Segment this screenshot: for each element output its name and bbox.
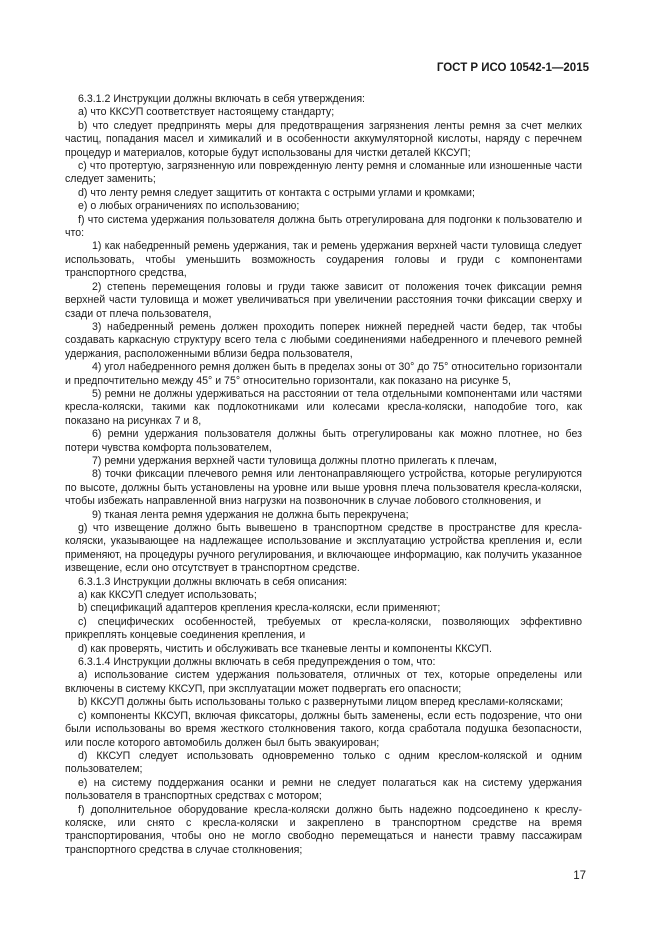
page-number: 17 bbox=[573, 870, 586, 882]
paragraph: c) специфических особенностей, требуемых от кресла-коляски, позволяющих эффективно прикреплять концевые соединения крепления, и bbox=[65, 615, 582, 642]
paragraph: c) компоненты ККСУП, включая фиксаторы, должны быть заменены, если есть подозрение, что они были использованы во время жесткого столкновения такого, когда сработала подушка безопасности, или после которого автомобиль должен был быть эвакуирован; bbox=[65, 709, 582, 749]
paragraph: 4) угол набедренного ремня должен быть в пределах зоны от 30° до 75° относительно горизонтали и предпочтительно между 45° и 75° относительно горизонтали, как показано на рисунке 5, bbox=[65, 361, 582, 387]
paragraph: b) ККСУП должны быть использованы только с развернутыми лицом вперед креслами-колясками; bbox=[78, 696, 564, 709]
paragraph: 6) ремни удержания пользователя должны быть отрегулированы как можно плотнее, но без потери чувства комфорта пользователем, bbox=[65, 428, 582, 454]
document-body bbox=[65, 93, 582, 857]
paragraph: g) что извещение должно быть вывешено в транспортном средстве в пространстве для кресла-коляски, указывающее на надлежащее использование и эксплуатацию устройства крепления и, если применяют, на процедуры ручного регулирования, и включающее информацию, как получить указанное извещение, если оно отсутствует в транспортном средстве. bbox=[65, 522, 582, 575]
paragraph: b) что следует предпринять меры для предотвращения загрязнения ленты ремня за счет мелких частиц, попадания масел и химикалий и в особенности аккумуляторной кислоты, наряду с перечнем процедур и материалов, которые будут использованы для чистки деталей ККСУП; bbox=[65, 119, 582, 159]
paragraph: d) ККСУП следует использовать одновременно только с одним креслом-коляской и одним пользователем; bbox=[65, 749, 582, 776]
paragraph: 3) набедренный ремень должен проходить поперек нижней передней части бедер, так чтобы создавать каркасную структуру всего тела с любыми соединениями набедренного и плечевого ремней удержания, расположенными вблизи бедра пользователя, bbox=[65, 320, 582, 360]
paragraph: 6.3.1.4 Инструкции должны включать в себя предупреждения о том, что: bbox=[78, 656, 436, 669]
paragraph: a) как ККСУП следует использовать; bbox=[78, 589, 257, 602]
paragraph: a) что ККСУП соответствует настоящему стандарту; bbox=[78, 106, 335, 119]
paragraph: c) что протертую, загрязненную или поврежденную ленту ремня и сломанные или изношенные части следует заменить; bbox=[65, 160, 582, 186]
paragraph: e) о любых ограничениях по использованию; bbox=[78, 200, 300, 213]
paragraph: f) дополнительное оборудование кресла-коляски должно быть надежно подсоединено к креслу-коляске, или снято с кресла-коляски и закреплено в транспортном средстве на время транспортирования, чтобы оно не могло свободно перемещаться и нанести травму пассажирам транспортного средства в случае столкновения; bbox=[65, 803, 582, 856]
paragraph: d) как проверять, чистить и обслуживать все тканевые ленты и компоненты ККСУП. bbox=[78, 642, 492, 655]
document-code-header: ГОСТ Р ИСО 10542-1—2015 bbox=[436, 62, 589, 74]
paragraph: 5) ремни не должны удерживаться на расстоянии от тела отдельными компонентами или частями кресла-коляски, такими как подлокотниками или колесами кресла-коляски, наподобие того, как показано на рисунках 7 и 8, bbox=[65, 387, 582, 427]
paragraph: 7) ремни удержания верхней части туловища должны плотно прилегать к плечам, bbox=[92, 454, 497, 467]
paragraph: e) на систему поддержания осанки и ремни не следует полагаться как на систему удержания пользователя в транспортных средствах с мотором; bbox=[65, 776, 582, 803]
paragraph: 6.3.1.2 Инструкции должны включать в себя утверждения: bbox=[78, 93, 365, 105]
paragraph: b) спецификаций адаптеров крепления кресла-коляски, если применяют; bbox=[78, 602, 441, 615]
paragraph: 6.3.1.3 Инструкции должны включать в себя описания: bbox=[78, 575, 348, 588]
paragraph: 2) степень перемещения головы и груди также зависит от положения точек фиксации ремня верхней части туловища и может увеличиваться при увеличении расстояния точки фиксации сверху и сзади от плеча пользователя, bbox=[65, 280, 582, 320]
paragraph: f) что система удержания пользователя должна быть отрегулирована для подгонки к пользователю и что: bbox=[65, 213, 582, 240]
paragraph: 9) тканая лента ремня удержания не должна быть перекручена; bbox=[92, 508, 409, 521]
paragraph: 8) точки фиксации плечевого ремня или лентонаправляющего устройства, которые регулируются по высоте, должны быть установлены на уровне или выше уровня плеча пользователя кресла-коляски, чтобы избежать направленной вниз нагрузки на позвоночник в случае лобового столкновения, и bbox=[65, 468, 582, 508]
paragraph: a) использование систем удержания пользователя, отличных от тех, которые определены или включены в систему ККСУП, при эксплуатации может подвергать его опасности; bbox=[65, 669, 582, 695]
paragraph: d) что ленту ремня следует защитить от контакта с острыми углами и кромками; bbox=[78, 186, 475, 199]
paragraph: 1) как набедренный ремень удержания, так и ремень удержания верхней части туловища следует использовать, чтобы уменьшить возможность соударения головы и груди с компонентами транспортного средства, bbox=[65, 240, 582, 280]
